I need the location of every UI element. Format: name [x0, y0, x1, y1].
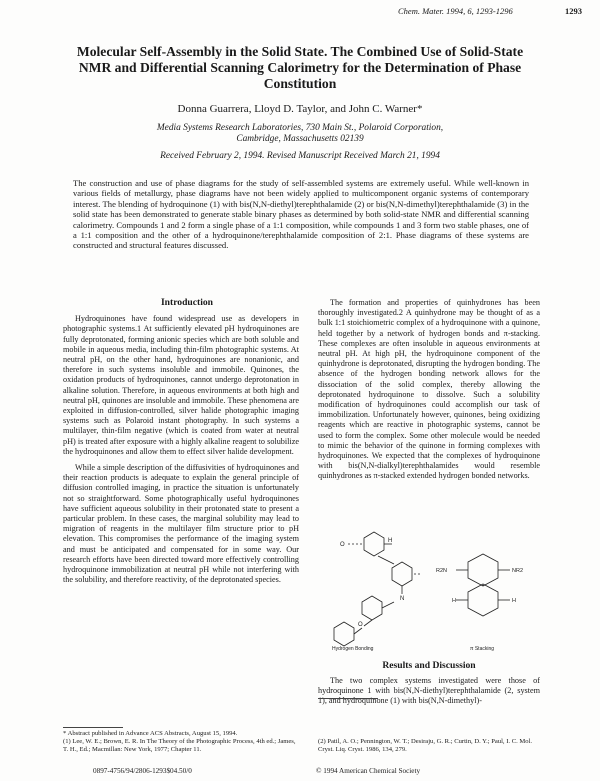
benzene-ring [364, 532, 384, 556]
right-column [318, 298, 540, 482]
left-column [63, 298, 299, 585]
atom-label: H [452, 598, 456, 604]
footnote: * Abstract published in Advance ACS Abstracts, August 15, 1994. [63, 730, 238, 737]
author-list: Donna Guarrera, Lloyd D. Taylor, and John C. Warner* [177, 103, 423, 115]
article-code: 0897-4756/94/2806-1293$04.50/0 [93, 767, 192, 775]
footnote-rule [318, 698, 378, 699]
article-title: Molecular Self-Assembly in the Solid State. The Combined Use of Solid-State NMR and Differential Scanning Calorimetry for the Determination of Phase Constitution [76, 44, 524, 91]
footnote: (1) Lee, W. E.; Brown, E. R. In The Theory of the Photographic Process, 4th ed.; James, T. H., Ed.; Macmillan: New York, 1977; Chapter 11. [63, 738, 296, 753]
benzene-ring [392, 562, 412, 586]
affiliation-line: Media Systems Research Laboratories, 730 Main St., Polaroid Corporation, [156, 123, 444, 133]
page-number: 1293 [565, 6, 582, 16]
atom-label: O [340, 542, 345, 548]
abstract: The construction and use of phase diagrams for the study of self-assembled systems are extremely useful. While well-known in various fields of metallurgy, phase diagrams have not been widely applied to multicomponent organic systems of contemporary interest. The blending of hydroquinone (1) with bis(N,N-diethyl)terephthalamide (2) or bis(N,N-dimethyl)terephthalamide (3) in the solid state has been demonstrated to generate stable binary phases as determined by both solid-state NMR and differential scanning calorimetry. Compounds 1 and 2 form a single phase of a 1:1 composition, while compounds 1 and 3 form two stable phases, one of a 1:1 composition and the other of a hydroquinone/terephthalamide composition of 2:1. Phase diagrams of these systems are constructed and structural features discussed. [73, 178, 529, 251]
received-dates: Received February 2, 1994. Revised Manuscript Received March 21, 1994 [160, 151, 440, 161]
section-heading-introduction: Introduction [160, 297, 214, 308]
figure-label-hydrogen-bonding: Hydrogen Bonding [332, 646, 374, 652]
copyright-notice: © 1994 American Chemical Society [316, 767, 421, 775]
footnotes-right [318, 738, 540, 754]
chemical-structures-diagram [318, 522, 540, 652]
footnotes-left [63, 730, 299, 754]
footnote: (2) Patil, A. O.; Pennington, W. T.; Desiraju, G. R.; Curtin, D. Y.; Paul, I. C. Mol. Cryst. Liq. Cryst. 1986, 134, 279. [318, 738, 533, 753]
body-paragraph: The formation and properties of quinhydrones has been thoroughly investigated.2 A quinhydrone may be thought of as a bulk 1:1 stoichiometric complex of a hydroquinone with a quinone, held together by a network of hydrogen bonds and π-stacking. These complexes are often insoluble in aqueous environments at neutral pH. At high pH, the hydroquinone component of the quinhydrone is deprotonated, disrupting the hydrogen bonding. The absence of the hydrogen bonding network allows for the dissociation of the solid complex, thereby allowing the deprotonated hydroquinone to dissolve. Such a solubility modification of hydroquinones could accomplish our task of immobilization. Unfortunately however, quinones, being oxidizing reagents which are reactive in photographic systems, cannot be used to form the complex. Some other molecule would be needed to mimic the behavior of the quinone in forming complexes with hydroquinones. We expected that the complexes of hydroquinone with bis(N,N-dialkyl)terephthalamides would resemble quinhydrones as π-stacked extended hydrogen bonded networks. [318, 298, 540, 481]
benzene-ring [362, 596, 382, 620]
atom-label: H [512, 598, 516, 604]
results-text [318, 676, 540, 707]
benzene-ring [334, 622, 354, 646]
footnote-rule [63, 727, 123, 728]
section-heading-results: Results and Discussion [382, 660, 476, 671]
hydrogen-bonding-structure [334, 532, 422, 646]
affiliation [60, 123, 540, 145]
atom-label: O [358, 622, 363, 628]
running-header [0, 6, 600, 20]
pi-stacking-structure [456, 554, 510, 616]
affiliation-line: Cambridge, Massachusetts 02139 [236, 134, 364, 144]
body-paragraph: Hydroquinones have found widespread use as developers in photographic systems.1 At sufficiently elevated pH hydroquinones are fully deprotonated, forming anionic species which are both soluble and mobile in aqueous media, including thin-film photographic systems. At neutral pH, on the other hand, hydroquinones are nonanionic, and therefore in such systems insoluble and immobile. Quinones, the oxidation products of hydroquinones, cannot undergo deprotonation in alkaline solution. Therefore, in aqueous environments at both high and neutral pH, quinones are insoluble and immobile. These phenomena are exploited in diffusion-controlled, silver halide photographic imaging systems such as Polaroid instant photography. In such systems a multilayer, thin-film negative (which is coated from water at neutral pH) is treated after exposure with a highly alkaline reagent to solubilize the hydroquinones and allow them to effect silver halide development. [63, 314, 299, 456]
structure-figure [318, 522, 540, 652]
atom-label: N [400, 596, 405, 602]
journal-citation: Chem. Mater. 1994, 6, 1293-1296 [398, 6, 513, 16]
body-paragraph: The two complex systems investigated were those of hydroquinone 1 with bis(N,N-diethyl)terephthalamide (2, system 1), and hydroquinone (1) with bis(N,N-dimethyl)- [318, 676, 540, 706]
figure-label-pi-stacking: π Stacking [470, 646, 495, 652]
benzene-ring [468, 554, 498, 586]
atom-label: R2N [436, 568, 448, 574]
atom-label: NR2 [512, 568, 524, 574]
atom-label: H [388, 538, 393, 544]
body-paragraph: While a simple description of the diffusivities of hydroquinones and their reaction products is adequate to explain the general principle of diffusion controlled imaging, in practice the situation is unfortunately not so straightforward. Some photographically useful hydroquinones have sufficient aqueous solubility in their protonated state to present a particular problem. In these cases, the marginal solubility may lead to migration of reagents in the multilayer film structure prior to pH elevation. This compromises the performance of the imaging system and must be anticipated and compensated for in some way. Our research efforts have been directed toward more effectively controlling hydroquinone immobilization at neutral pH while not interfering with the solubility, and therefore reactivity, of the deprotonated species. [63, 463, 299, 585]
benzene-ring [468, 584, 498, 616]
